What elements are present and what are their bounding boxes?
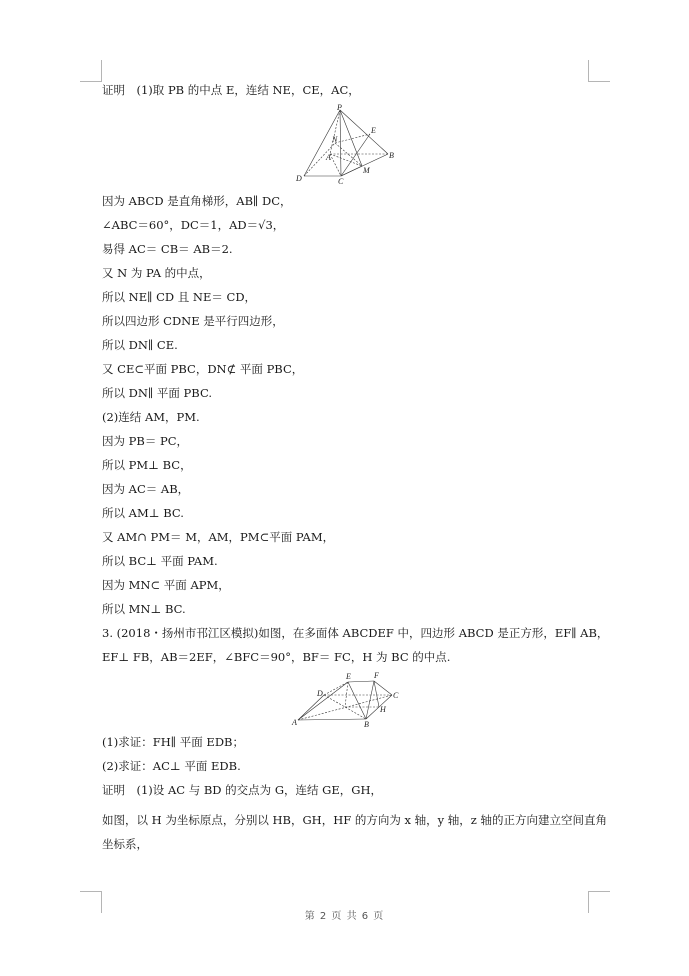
crop-mark-top-right-h	[588, 81, 610, 82]
problem3-line1: 3. (2018・扬州市邗江区模拟)如图，在多面体 ABCDEF 中，四边形 ABCD 是正方形，EF∥ AB，	[102, 626, 609, 640]
polyhedron-label-d: D	[317, 689, 323, 698]
proof1-line: 所以 DN∥ CE.	[102, 338, 178, 352]
proof1-line: 因为 ABCD 是直角梯形，AB∥ DC，	[102, 194, 292, 208]
figure-polyhedron	[290, 668, 405, 730]
page-footer: 第 2 页 共 6 页	[304, 911, 385, 922]
problem3-paragraph-line1: 如图，以 H 为坐标原点，分别以 HB，GH，HF 的方向为 x 轴，y 轴，z 轴的正方向建立空间直角	[102, 813, 608, 827]
proof1-line: 所以 NE∥ CD 且 NE＝ CD，	[102, 290, 257, 304]
proof1-line: 因为 AC＝ AB，	[102, 482, 190, 496]
problem3-question-1: (1)求证：FH∥ 平面 EDB；	[102, 735, 244, 749]
proof1-line: 所以 PM⊥ BC，	[102, 458, 192, 472]
problem3-paragraph-line2: 坐标系，	[102, 837, 148, 851]
crop-mark-top-right-v	[588, 60, 589, 82]
polyhedron-label-b: B	[364, 720, 369, 729]
pyramid-label-n: N	[332, 135, 338, 144]
pyramid-label-d: D	[296, 174, 302, 183]
polyhedron-label-e: E	[346, 672, 351, 681]
proof1-line: 所以 MN⊥ BC.	[102, 602, 186, 616]
proof1-line: ∠ABC＝60°，DC＝1，AD＝√3，	[102, 218, 285, 232]
polyhedron-label-h: H	[380, 705, 386, 714]
pyramid-label-m: M	[363, 166, 370, 175]
problem3-proof-intro: 证明 (1)设 AC 与 BD 的交点为 G，连结 GE，GH，	[102, 783, 382, 797]
crop-mark-bottom-left-h	[80, 891, 102, 892]
polyhedron-label-a: A	[292, 718, 297, 727]
crop-mark-top-left-v	[101, 60, 102, 82]
problem3-line2: EF⊥ FB，AB＝2EF，∠BFC＝90°，BF＝ FC，H 为 BC 的中点.	[102, 650, 451, 664]
proof1-line: 因为 PB＝ PC，	[102, 434, 189, 448]
crop-mark-bottom-right-h	[588, 891, 610, 892]
figure-pyramid	[290, 104, 405, 186]
crop-mark-top-left-h	[80, 81, 102, 82]
proof1-line: 所以 AM⊥ BC.	[102, 506, 184, 520]
proof1-line: (2)连结 AM，PM.	[102, 410, 200, 424]
pyramid-label-e: E	[371, 126, 376, 135]
pyramid-label-p: P	[337, 104, 342, 112]
proof1-line: 所以四边形 CDNE 是平行四边形，	[102, 314, 284, 328]
proof1-line: 又 AM∩ PM＝ M，AM，PM⊂平面 PAM，	[102, 530, 335, 544]
pyramid-label-c: C	[338, 177, 344, 186]
proof1-line: 又 CE⊂平面 PBC，DN⊄ 平面 PBC，	[102, 362, 304, 376]
polyhedron-label-f: F	[374, 671, 379, 680]
polyhedron-label-c: C	[393, 691, 399, 700]
proof1-intro: 证明 (1)取 PB 的中点 E，连结 NE，CE，AC，	[102, 83, 360, 97]
proof1-line: 又 N 为 PA 的中点，	[102, 266, 211, 280]
pyramid-label-b: B	[389, 151, 394, 160]
proof1-line: 所以 BC⊥ 平面 PAM.	[102, 554, 218, 568]
problem3-question-2: (2)求证：AC⊥ 平面 EDB.	[102, 759, 241, 773]
proof1-line: 因为 MN⊂ 平面 APM，	[102, 578, 230, 592]
proof1-line: 所以 DN∥ 平面 PBC.	[102, 386, 213, 400]
proof1-line: 易得 AC＝ CB＝ AB＝2.	[102, 242, 233, 256]
pyramid-label-a: A	[326, 153, 331, 162]
